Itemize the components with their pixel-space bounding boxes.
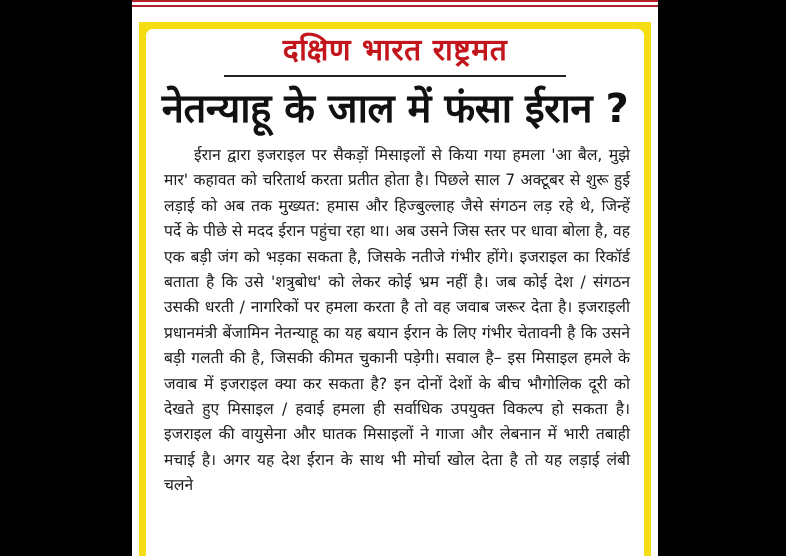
article-body: ईरान द्वारा इजराइल पर सैकड़ों मिसाइलों से किया गया हमला 'आ बैल, मुझे मार' कहावत को चरितार्थ करता प्रतीत होता है। पिछले साल 7 अक्टूबर से शुरू हुई लड़ाई को अब तक मुख्यत: हमास और हिज्बुल्लाह जैसे संगठन लड़ रहे थे, जिन्हें पर्दे के पीछे से मदद ईरान पहुंचा रहा था। अब उसने जिस स्तर पर धावा बोला है, वह एक बड़ी जंग को भड़का सकता है, जिसके नतीजे गंभीर होंगे। इजराइल का रिकॉर्ड बताता है कि उसे 'शत्रुबोध' को लेकर कोई भ्रम नहीं है। जब कोई देश / संगठन उसकी धरती / नागरिकों पर हमला करता है तो वह जवाब जरूर देता है। इजराइली प्रधानमंत्री बेंजामिन नेतन्याहू का यह बयान ईरान के लिए गंभीर चेतावनी है कि उसने बड़ी गलती की है, जिसकी कीमत चुकानी पड़ेगी। सवाल है– इस मिसाइल हमले के जवाब में इजराइल क्या कर सकता है? इन दोनों देशों के बीच भौगोलिक दूरी को देखते हुए मिसाइल / हवाई हमला ही सर्वाधिक उपयुक्त विकल्प हो सकता है। इजराइल की वायुसेना और घातक मिसाइलों ने गाजा और लेबनान में भारी तबाही मचाई है। अगर यह देश ईरान के साथ भी मोर्चा खोल देता है तो यह लड़ाई लंबी चलने bbox=[164, 146, 630, 495]
top-rule-secondary bbox=[132, 5, 658, 7]
top-rule bbox=[132, 0, 658, 2]
editorial-card bbox=[146, 29, 644, 556]
masthead-divider bbox=[224, 75, 566, 77]
headline: नेतन्याहू के जाल में फंसा ईरान ? bbox=[161, 86, 629, 132]
newspaper-page bbox=[132, 0, 658, 556]
masthead: दक्षिण भारत राष्ट्रमत bbox=[282, 33, 508, 68]
